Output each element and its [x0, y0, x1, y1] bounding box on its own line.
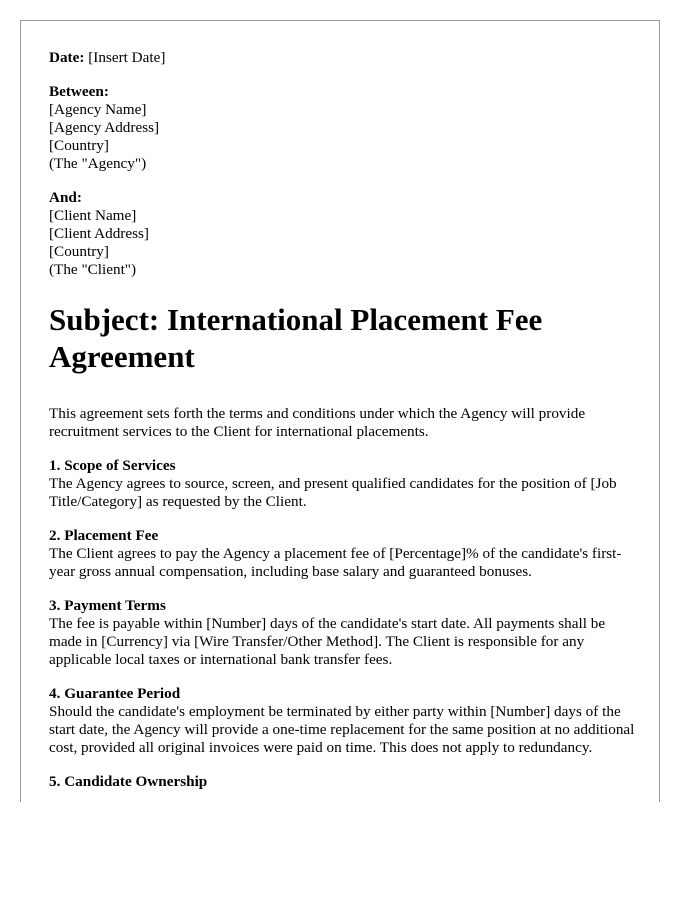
date-line — [49, 49, 639, 67]
document-page — [20, 20, 660, 802]
date-value: [Insert Date] — [88, 49, 166, 66]
section-payment-terms — [49, 597, 639, 669]
document-content — [49, 49, 639, 802]
section-candidate-ownership — [49, 773, 639, 791]
section-scope — [49, 457, 639, 511]
agency-country: [Country] — [49, 137, 109, 154]
client-name: [Client Name] — [49, 207, 137, 224]
section-title: 2. Placement Fee — [49, 527, 159, 544]
subject-heading: Subject: International Placement Fee Agreement — [49, 302, 543, 374]
agency-designation: (The "Agency") — [49, 155, 147, 172]
client-country: [Country] — [49, 243, 109, 260]
section-body: The Client agrees to pay the Agency a placement fee of [Percentage]% of the candidate's first-year gross annual compensation, including base salary and guaranteed bonuses. — [49, 545, 622, 580]
section-title: 4. Guarantee Period — [49, 685, 181, 702]
between-block — [49, 83, 639, 173]
and-label: And: — [49, 189, 82, 206]
section-guarantee-period — [49, 685, 639, 757]
and-block — [49, 189, 639, 279]
section-body: Should the candidate's employment be terminated by either party within [Number] days of the start date, the Agency will provide a one-time replacement for the same position at no additional cost, provided all original invoices were paid on time. This does not apply to redundancy. — [49, 703, 635, 756]
agency-name: [Agency Name] — [49, 101, 147, 118]
between-label: Between: — [49, 83, 109, 100]
client-designation: (The "Client") — [49, 261, 137, 278]
intro-paragraph: This agreement sets forth the terms and conditions under which the Agency will provide recruitment services to the Client for international placements. — [49, 405, 586, 440]
date-label: Date: — [49, 49, 85, 66]
agency-address: [Agency Address] — [49, 119, 160, 136]
client-address: [Client Address] — [49, 225, 149, 242]
section-title: 3. Payment Terms — [49, 597, 166, 614]
section-body: The Agency agrees to source, screen, and present qualified candidates for the position of [Job Title/Category] as requested by the Client. — [49, 475, 617, 510]
section-placement-fee — [49, 527, 639, 581]
section-title: 1. Scope of Services — [49, 457, 176, 474]
section-body: The fee is payable within [Number] days of the candidate's start date. All payments shall be made in [Currency] via [Wire Transfer/Other Method]. The Client is responsible for any applicable local taxes or international bank transfer fees. — [49, 615, 606, 668]
section-title: 5. Candidate Ownership — [49, 773, 208, 790]
